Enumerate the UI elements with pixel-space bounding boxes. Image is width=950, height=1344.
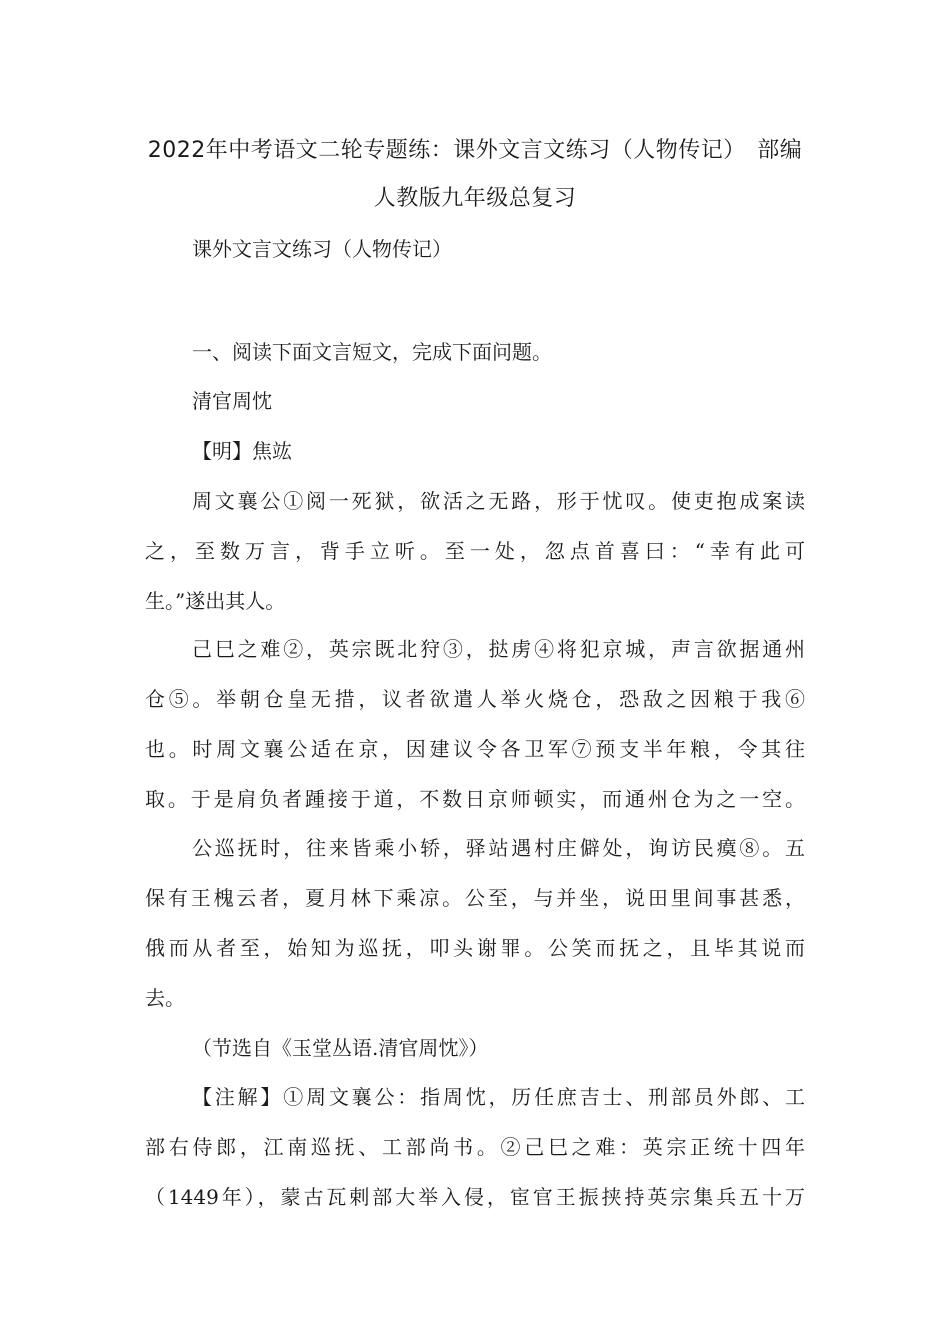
passage-source: （节选自《玉堂丛语.清官周忱》） xyxy=(192,1036,489,1060)
notes-line: 部右侍郎，江南巡抚、工部尚书。②己巳之难：英宗正统十四年 xyxy=(145,1135,805,1159)
passage-author: 【明】焦竑 xyxy=(192,439,292,463)
paragraph-1-line: 周文襄公①阅一死狱，欲活之无路，形于忧叹。使吏抱成案读 xyxy=(192,489,805,513)
paragraph-3-line: 俄而从者至，始知为巡抚，叩头谢罪。公笑而抚之，且毕其说而 xyxy=(145,936,805,960)
passage-title: 清官周忱 xyxy=(192,389,272,413)
paragraph-3-line: 去。 xyxy=(145,986,185,1010)
paragraph-3-line: 保有王槐云者，夏月林下乘凉。公至，与并坐，说田里间事甚悉， xyxy=(145,886,805,910)
paragraph-2-line: 也。时周文襄公适在京，因建议令各卫军⑦预支半年粮，令其往 xyxy=(145,737,805,761)
paragraph-2-line: 取。于是肩负者踵接于道，不数日京师顿实，而通州仓为之一空。 xyxy=(145,787,805,811)
paragraph-2-line: 己巳之难②，英宗既北狩③，挞虏④将犯京城，声言欲据通州 xyxy=(192,637,805,661)
document-title-line-1: 2022年中考语文二轮专题练：课外文言文练习（人物传记） 部编 xyxy=(147,138,803,163)
paragraph-1-line: 生。”遂出其人。 xyxy=(145,589,286,613)
notes-line: （1449年），蒙古瓦剌部大举入侵，宦官王振挟持英宗集兵五十万 xyxy=(145,1185,805,1209)
notes-line: 【注解】①周文襄公：指周忱，历任庶吉士、刑部员外郎、工 xyxy=(192,1085,805,1109)
paragraph-2-line: 仓⑤。举朝仓皇无措，议者欲遣人举火烧仓，恐敌之因粮于我⑥ xyxy=(145,687,805,711)
paragraph-3-line: 公巡抚时，往来皆乘小轿，驿站遇村庄僻处，询访民瘼⑧。五 xyxy=(192,836,805,860)
paragraph-1-line: 之，至数万言，背手立听。至一处，忽点首喜曰：“幸有此可 xyxy=(145,539,805,563)
document-title-line-2: 人教版九年级总复习 xyxy=(373,186,577,211)
question-heading: 一、阅读下面文言短文，完成下面问题。 xyxy=(192,340,552,364)
subtitle: 课外文言文练习（人物传记） xyxy=(192,237,452,261)
